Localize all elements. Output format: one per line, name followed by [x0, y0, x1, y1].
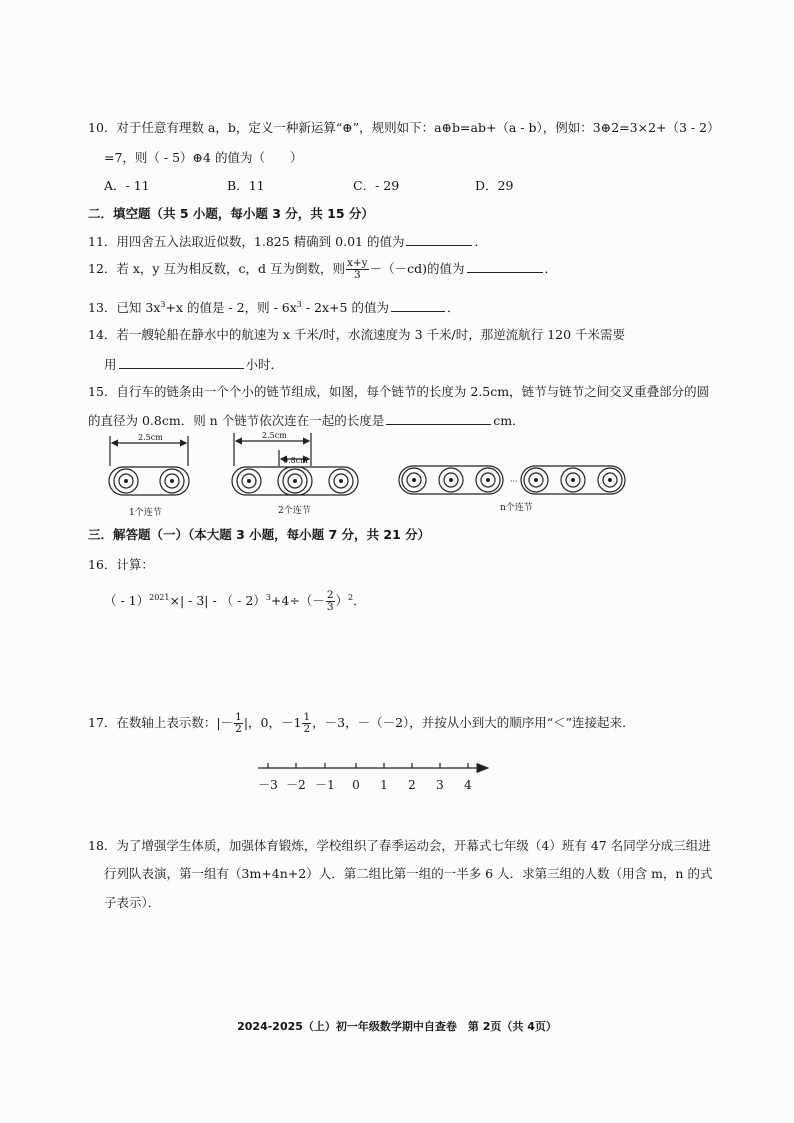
- q12-mid: －（－cd)的值为: [369, 261, 465, 277]
- axis-label: －3: [258, 778, 278, 792]
- q16-fraction: [326, 590, 335, 613]
- q16-exp3: 2: [348, 593, 354, 603]
- q17-pre: 17．在数轴上表示数：|－: [88, 715, 234, 731]
- q17-f2-den: 2: [303, 723, 311, 736]
- q15-line2-pre: 的直径为 0.8cm．则 n 个链节依次连在一起的长度是: [88, 413, 385, 428]
- q18-line1: 18．为了增强学生体质，加强体育锻炼，学校组织了春季运动会，开幕式七年级（4）班有 47 名同学分成三组进: [88, 838, 711, 853]
- q16-expression: [104, 590, 366, 613]
- axis-label: 1: [380, 778, 388, 792]
- dim-label-1: 2.5cm: [138, 433, 163, 442]
- q14-line2-pre: 用: [104, 357, 117, 372]
- q16-exp1: 2021: [149, 593, 170, 603]
- q18-line2: 行列队表演，第一组有（3m+4n+2）人．第二组比第一组的一半多 6 人．求第三组的人数（用含 m，n 的式: [104, 866, 713, 881]
- q17-post: ，－3，－（－2），并按从小到大的顺序用“＜”连接起来．: [312, 715, 635, 731]
- q16-e2: ×| - 3| - （ - 2）: [169, 593, 266, 609]
- q13-pre: 13．已知 3x: [88, 300, 161, 315]
- q13-end: ．: [446, 300, 460, 315]
- section-3-heading: 三．解答题（一）（本大题 3 小题，每小题 7 分，共 21 分）: [88, 527, 431, 542]
- q10-line1: 10．对于任意有理数 a，b，定义一种新运算“⊕”，规则如下：a⊕b=ab+（a - b），例如：3⊕2=3×2+（3 - 2）: [88, 120, 720, 135]
- axis-label: 3: [436, 778, 444, 792]
- dim-label-3: 0.8cm: [283, 456, 308, 465]
- caption-n-links: n个连节: [500, 503, 533, 513]
- axis-label: －2: [286, 778, 306, 792]
- q12-frac-num: x+y: [346, 257, 368, 269]
- axis-label: 4: [464, 778, 472, 792]
- axis-label: －1: [315, 778, 335, 792]
- q14-line1: 14．若一艘轮船在静水中的航速为 x 千米/时，水流速度为 3 千米/时，那逆流航行 120 千米需要: [88, 327, 626, 342]
- section-2-heading: 二．填空题（共 5 小题，每小题 3 分，共 15 分）: [88, 206, 374, 221]
- q16-e5: ．: [353, 593, 366, 609]
- q16-e1: （ - 1）: [104, 593, 150, 609]
- q10-line2: =7，则（ - 5）⊕4 的值为（ ）: [104, 150, 303, 165]
- axis-label: 0: [352, 778, 360, 792]
- q16-exp2: 3: [265, 593, 271, 603]
- page-footer: 2024-2025（上）初一年级数学期中自查卷 第 2页（共 4页）: [237, 1020, 557, 1033]
- q17-fraction-2: [302, 712, 311, 735]
- option-label: B．: [227, 178, 249, 193]
- option-label: C．: [353, 178, 376, 193]
- q11-text: 11．用四舍五入法取近似数，1.825 精确到 0.01 的值为: [88, 234, 405, 249]
- q18-line3: 子表示）．: [104, 895, 161, 910]
- q13-exp2: 3: [296, 300, 302, 309]
- option-value: 29: [497, 178, 514, 193]
- caption-1-link: 1个连节: [129, 508, 162, 518]
- option-value: - 29: [375, 178, 400, 193]
- q16-e3: +4÷（－: [270, 593, 325, 609]
- number-line: [258, 763, 488, 792]
- q16-e4: ）: [335, 593, 349, 609]
- q12-end: ．: [544, 261, 558, 277]
- q17-f2-num: 1: [303, 711, 311, 723]
- option-value: - 11: [125, 178, 150, 193]
- q12-pre: 12．若 x，y 互为相反数，c，d 互为倒数，则: [88, 261, 345, 277]
- q12-frac-den: 3: [353, 269, 361, 282]
- q13-exp1: 3: [160, 300, 166, 309]
- option-label: A．: [104, 178, 126, 193]
- q16-title: 16．计算：: [88, 557, 154, 572]
- q17-mid1: |，0，－1: [243, 715, 302, 731]
- q14-line2-post: 小时．: [245, 357, 284, 372]
- q17-f1-num: 1: [235, 711, 242, 723]
- dim-label-2: 2.5cm: [262, 431, 287, 440]
- q17-fraction-1: [234, 712, 243, 735]
- q13-post: - 2x+5 的值为: [301, 300, 389, 315]
- q16-frac-den: 3: [326, 601, 334, 614]
- axis-label: 2: [408, 778, 416, 792]
- q13-mid: +x 的值是 - 2，则 - 6x: [165, 300, 297, 315]
- caption-2-links: 2个连节: [278, 506, 311, 516]
- chain-ellipsis: ···: [510, 477, 518, 486]
- q17-f1-den: 2: [235, 723, 242, 736]
- option-label: D．: [475, 178, 498, 193]
- chain-one-link: [109, 436, 189, 495]
- option-value: 11: [248, 178, 265, 193]
- q16-frac-num: 2: [326, 589, 334, 601]
- q17-text: [88, 712, 635, 735]
- q11-end: ．: [474, 234, 487, 249]
- q15-line2-post: cm．: [493, 413, 525, 428]
- q15-line1: 15．自行车的链条由一个个小的链节组成，如图，每个链节的长度为 2.5cm，链节与链节之间交叉重叠部分的圆: [88, 384, 710, 399]
